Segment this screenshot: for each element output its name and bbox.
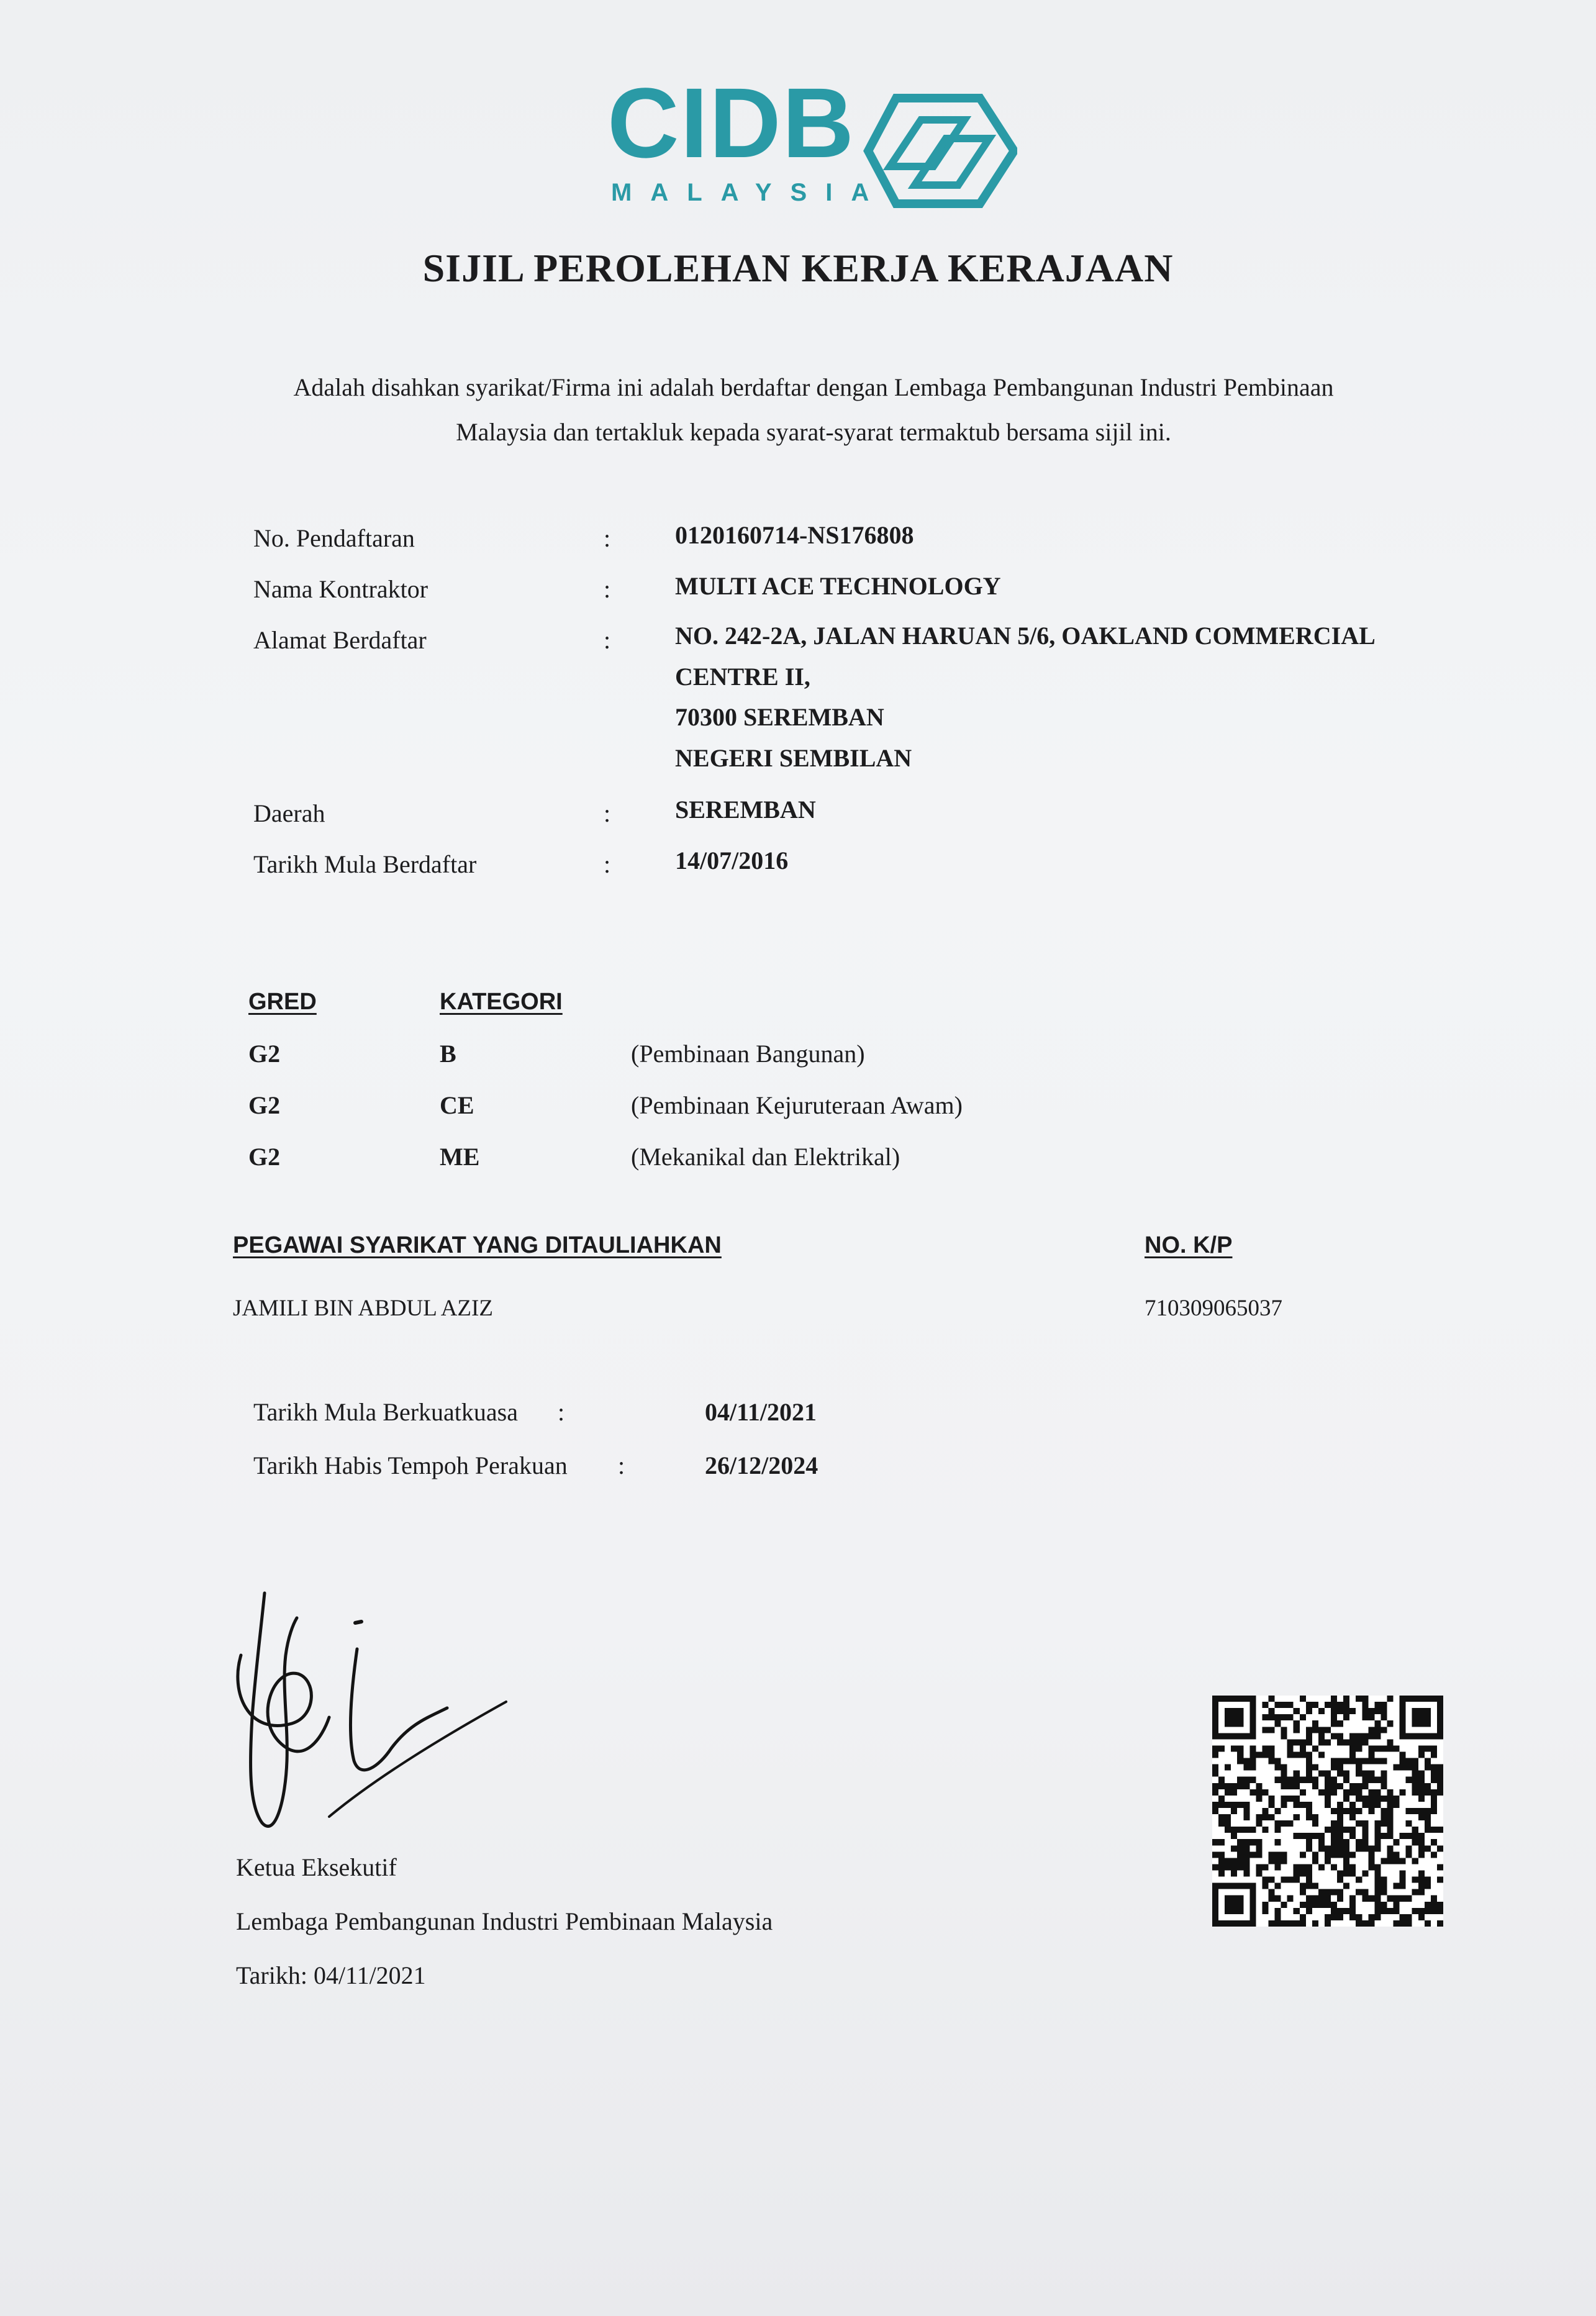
expiry-date-value: 26/12/2024 [705,1451,818,1479]
reg-no-label: No. Pendaftaran [253,524,415,552]
officer-header: PEGAWAI SYARIKAT YANG DITAULIAHKAN [233,1232,722,1258]
signatory-org: Lembaga Pembangunan Industri Pembinaan Malaysia [236,1907,773,1935]
category-description: (Pembinaan Kejuruteraan Awam) [631,1091,963,1119]
grade-cell: G2 [248,1040,281,1068]
grade-cell: G2 [248,1143,281,1171]
logo-subtext: MALAYSIA [611,179,888,206]
signatory-role: Ketua Eksekutif [236,1853,397,1881]
signature-image [224,1581,515,1841]
contractor-label: Nama Kontraktor [253,575,428,603]
cidb-logo [607,67,1017,216]
reg-date-value: 14/07/2016 [675,847,789,874]
reg-date-label: Tarikh Mula Berdaftar [253,850,477,878]
address-line-3: 70300 SEREMBAN [675,703,884,731]
category-description: (Mekanikal dan Elektrikal) [631,1143,900,1171]
category-header: KATEGORI [440,989,563,1015]
category-cell: ME [440,1143,480,1171]
grade-header: GRED [248,989,317,1015]
effective-date-value: 04/11/2021 [705,1398,817,1426]
officer-ic: 710309065037 [1145,1296,1282,1321]
reg-no-value: 0120160714-NS176808 [675,521,914,549]
effective-date-label: Tarikh Mula Berkuatkuasa [253,1398,518,1426]
address-line-1: NO. 242-2A, JALAN HARUAN 5/6, OAKLAND COMMERCIAL [675,622,1376,650]
colon: : [604,626,611,654]
district-value: SEREMBAN [675,796,816,824]
signatory-date: Tarikh: 04/11/2021 [236,1961,426,1989]
colon: : [604,524,611,552]
intro-line-1: Adalah disahkan syarikat/Firma ini adalah berdaftar dengan Lembaga Pembangunan Industri Pembinaan [293,373,1334,401]
address-line-2: CENTRE II, [675,663,810,691]
colon: : [604,575,611,603]
cidb-hexagon-icon [862,92,1017,210]
colon: : [604,850,611,878]
category-cell: CE [440,1091,474,1119]
grade-cell: G2 [248,1091,281,1119]
address-label: Alamat Berdaftar [253,626,427,654]
category-description: (Pembinaan Bangunan) [631,1040,865,1068]
category-cell: B [440,1040,456,1068]
colon: : [618,1451,625,1479]
ic-header: NO. K/P [1145,1232,1233,1258]
district-label: Daerah [253,799,325,827]
qr-code-icon [1212,1696,1443,1927]
colon: : [604,799,611,827]
address-line-4: NEGERI SEMBILAN [675,744,912,772]
officer-name: JAMILI BIN ABDUL AZIZ [233,1296,493,1321]
logo-text: CIDB [607,67,856,178]
intro-line-2: Malaysia dan tertakluk kepada syarat-syarat termaktub bersama sijil ini. [456,418,1171,446]
colon: : [558,1398,565,1426]
certificate-title: SIJIL PEROLEHAN KERJA KERAJAAN [422,246,1174,290]
contractor-value: MULTI ACE TECHNOLOGY [675,572,1001,600]
expiry-date-label: Tarikh Habis Tempoh Perakuan [253,1451,568,1479]
